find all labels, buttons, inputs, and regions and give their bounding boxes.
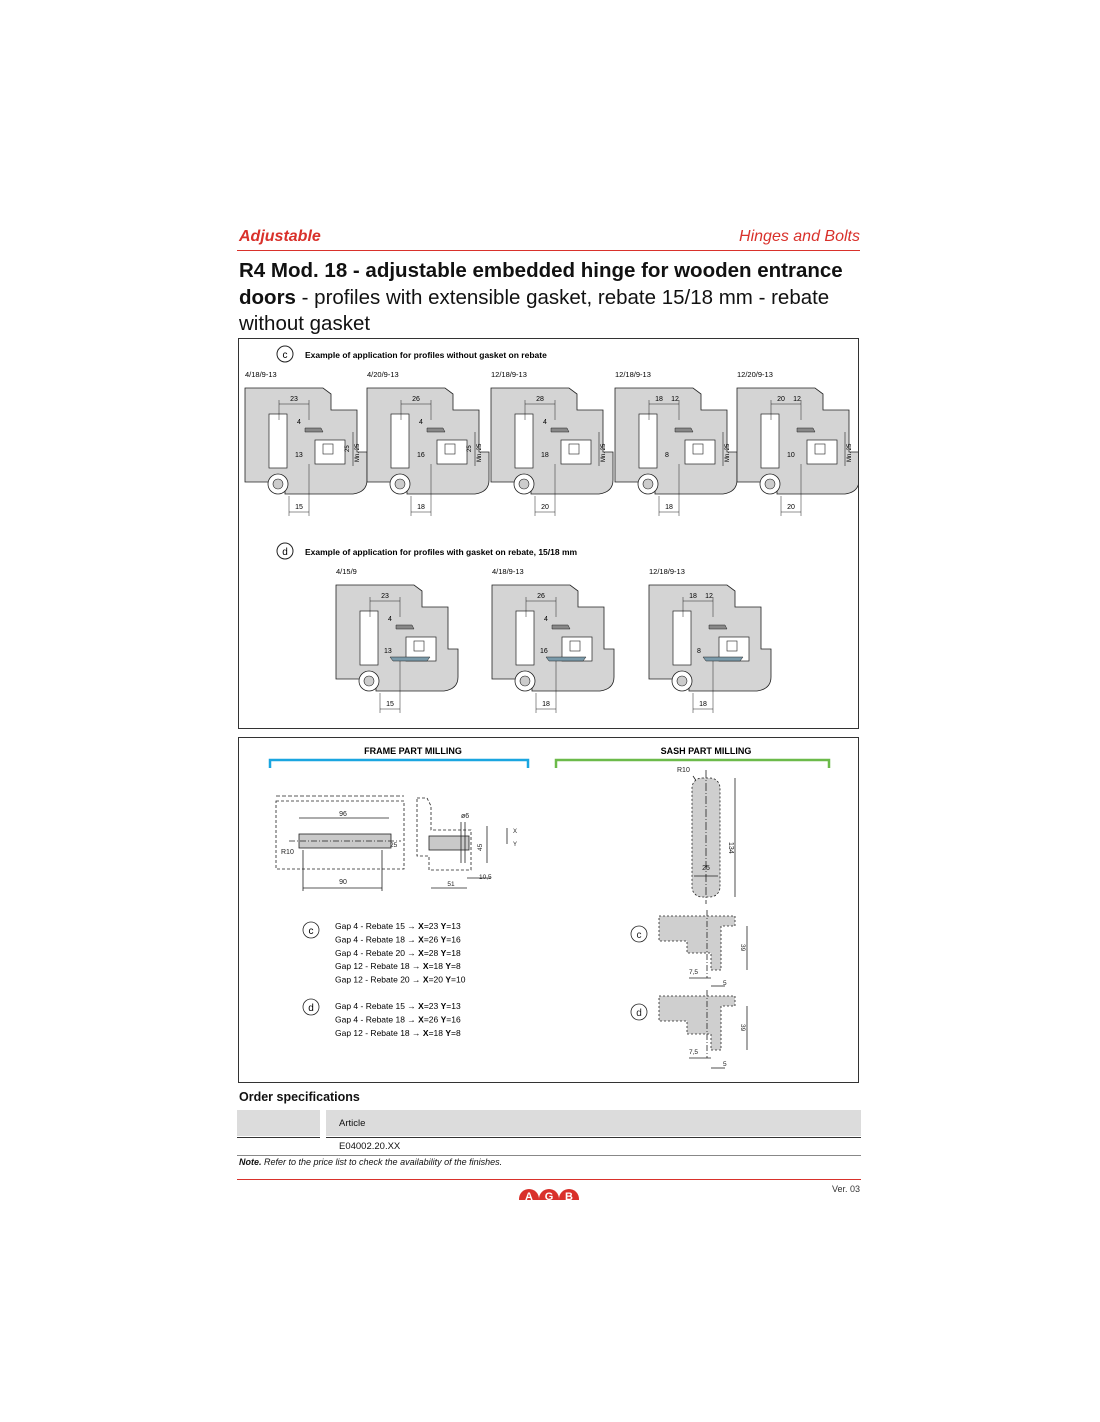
detail-c-39: 39 — [739, 944, 746, 952]
dim-gap: 4 — [297, 419, 301, 426]
dim-gap: 4 — [388, 616, 392, 623]
hinge-body — [761, 414, 779, 468]
dim-mn: Mn. 25 — [355, 443, 361, 462]
detail-d-marker: d — [636, 1008, 642, 1019]
agb-logo — [519, 1183, 579, 1200]
page-title — [239, 258, 879, 338]
frame-dim-96: 96 — [339, 811, 347, 818]
dim-gap: 4 — [544, 616, 548, 623]
list-c-marker: c — [308, 926, 314, 937]
marker-c: c — [282, 350, 288, 361]
sash-milling-title: SASH PART MILLING — [660, 746, 752, 756]
dim-top: 26 — [537, 593, 545, 600]
table-rule-left — [237, 1137, 320, 1138]
note-label: Note. — [239, 1157, 262, 1167]
table-rule-right — [326, 1137, 861, 1138]
dim-y: 16 — [540, 648, 548, 655]
svg-text:A: A — [525, 1191, 533, 1200]
list-d-marker: d — [308, 1003, 314, 1014]
dim-bottom: 15 — [386, 701, 394, 708]
gasket — [703, 657, 743, 661]
list-d-group — [303, 999, 461, 1038]
milling-drawings — [239, 738, 858, 1082]
profile-label: 4/18/9-13 — [245, 370, 277, 379]
frame-dim-r10: R10 — [281, 849, 294, 856]
hinge-body — [269, 414, 287, 468]
gap-list-item: Gap 12 - Rebate 20 → X=20 Y=10 — [335, 974, 466, 985]
profile-label: 12/20/9-13 — [737, 370, 773, 379]
dim-y: 16 — [417, 452, 425, 459]
gap-list-item: Gap 4 - Rebate 18 → X=26 Y=16 — [335, 934, 461, 945]
dim-top-b: 12 — [793, 396, 801, 403]
dim-top-b: 12 — [705, 593, 713, 600]
sash-detail-d — [631, 990, 747, 1068]
frame-dim-phi6: ø6 — [461, 813, 470, 820]
frame-section — [417, 798, 471, 870]
dim-bottom: 20 — [541, 504, 549, 511]
gap-list-item: Gap 4 - Rebate 15 → X=23 Y=13 — [335, 921, 461, 931]
dim-mn: Mn. 25 — [477, 443, 483, 462]
sash-detail-c — [631, 910, 747, 987]
dim-side: 25 — [345, 445, 351, 452]
table-rule-bottom — [237, 1155, 861, 1156]
table-header-left — [237, 1110, 320, 1136]
caption-c: Example of application for profiles without gasket on rebate — [305, 350, 547, 360]
dim-y: 18 — [541, 452, 549, 459]
gasket — [546, 657, 586, 661]
frame-milling-drawing — [276, 796, 517, 891]
hinge-profile — [649, 567, 771, 713]
hinge-body — [516, 611, 534, 665]
gap-list-item: Gap 4 - Rebate 15 → X=23 Y=13 — [335, 1001, 461, 1011]
frame-bracket — [270, 760, 528, 768]
detail-d-5: 5 — [723, 1061, 727, 1068]
detail-c-5: 5 — [723, 980, 727, 987]
caption-d: Example of application for profiles with gasket on rebate, 15/18 mm — [305, 547, 578, 557]
application-examples-panel — [238, 338, 859, 729]
dim-mn: Mn. 25 — [847, 443, 853, 462]
hinge-profile — [367, 370, 489, 516]
profile-label: 12/18/9-13 — [615, 370, 651, 379]
profile-label: 4/15/9 — [336, 567, 357, 576]
hinge-profile — [491, 370, 613, 516]
frame-dim-x: X — [513, 829, 518, 835]
note-text: Refer to the price list to check the availability of the finishes. — [261, 1157, 503, 1167]
table-header-right — [326, 1110, 861, 1136]
frame-dim-10-5: 10,5 — [479, 874, 492, 881]
dim-top-a: 20 — [777, 396, 785, 403]
hinge-body — [391, 414, 409, 468]
sash-dim-r10: R10 — [677, 767, 690, 774]
dim-top: 26 — [412, 396, 420, 403]
dim-mn: Mn. 25 — [725, 443, 731, 462]
svg-text:G: G — [544, 1191, 554, 1200]
dim-y: 8 — [665, 452, 669, 459]
frame-dim-25: 25 — [390, 842, 398, 849]
section-label: Hinges and Bolts — [739, 228, 860, 245]
dim-top-a: 18 — [655, 396, 663, 403]
order-spec-title: Order specifications — [239, 1090, 360, 1104]
dim-bottom: 20 — [787, 504, 795, 511]
detail-d-7-5: 7,5 — [689, 1049, 699, 1056]
sash-milling-drawing — [677, 767, 735, 904]
sash-dim-25: 25 — [702, 865, 710, 872]
dim-bottom: 18 — [417, 504, 425, 511]
article-code: E04002.20.XX — [339, 1141, 401, 1152]
dim-side: 25 — [467, 445, 473, 452]
dim-top: 23 — [290, 396, 298, 403]
frame-dim-51: 51 — [447, 881, 455, 888]
hinge-body — [673, 611, 691, 665]
dim-bottom: 18 — [542, 701, 550, 708]
hinge-body — [639, 414, 657, 468]
frame-dim-45: 45 — [477, 843, 484, 851]
hinge-profile — [245, 370, 367, 516]
dim-y: 13 — [295, 452, 303, 459]
gasket — [390, 657, 430, 661]
dim-y: 10 — [787, 452, 795, 459]
hinge-body — [360, 611, 378, 665]
dim-y: 13 — [384, 648, 392, 655]
finish-note — [239, 1157, 502, 1167]
dim-bottom: 18 — [699, 701, 707, 708]
section-d-header — [277, 543, 578, 559]
agb-logo-graphic — [519, 1183, 579, 1200]
sash-bracket — [556, 760, 829, 768]
category-label: Adjustable — [239, 228, 321, 245]
milling-panel — [238, 737, 859, 1083]
gap-list-item: Gap 4 - Rebate 18 → X=26 Y=16 — [335, 1014, 461, 1025]
frame-dim-90: 90 — [339, 879, 347, 886]
hinge-profile — [492, 567, 614, 713]
dim-bottom: 15 — [295, 504, 303, 511]
dim-bottom: 18 — [665, 504, 673, 511]
gap-list-item: Gap 12 - Rebate 18 → X=18 Y=8 — [335, 1027, 461, 1038]
gap-list-item: Gap 12 - Rebate 18 → X=18 Y=8 — [335, 961, 461, 972]
frame-milling-title: FRAME PART MILLING — [364, 746, 462, 756]
gap-list-d — [335, 1001, 461, 1038]
svg-text:B: B — [565, 1191, 573, 1200]
dim-mn: Mn. 25 — [601, 443, 607, 462]
row-c-profiles — [245, 370, 858, 516]
hinge-body — [515, 414, 533, 468]
hinge-profile — [336, 567, 458, 713]
detail-d-39: 39 — [739, 1024, 746, 1032]
marker-d: d — [282, 547, 288, 558]
frame-dim-y: Y — [513, 842, 518, 848]
header-rule — [237, 250, 860, 251]
sash-dim-134: 134 — [727, 842, 734, 854]
profile-label: 4/20/9-13 — [367, 370, 399, 379]
row-d-profiles — [336, 567, 771, 713]
dim-top: 28 — [536, 396, 544, 403]
dim-y: 8 — [697, 648, 701, 655]
dim-gap: 4 — [419, 419, 423, 426]
profile-label: 12/18/9-13 — [649, 567, 685, 576]
version-label: Ver. 03 — [831, 1184, 860, 1194]
detail-c-7-5: 7,5 — [689, 969, 699, 976]
dim-top-a: 18 — [689, 593, 697, 600]
dim-top-b: 12 — [671, 396, 679, 403]
detail-c-marker: c — [636, 930, 642, 941]
gap-list-item: Gap 4 - Rebate 20 → X=28 Y=18 — [335, 947, 461, 958]
dim-gap: 4 — [543, 419, 547, 426]
hinge-profile — [615, 370, 737, 516]
profile-label: 12/18/9-13 — [491, 370, 527, 379]
footer-rule — [237, 1179, 861, 1180]
profile-label: 4/18/9-13 — [492, 567, 524, 576]
title-bold: R4 Mod. 18 - adjustable embedded hinge for wooden entrance doors — [239, 259, 843, 309]
gap-list-c — [335, 921, 466, 985]
application-drawings — [239, 339, 858, 728]
section-c-header — [277, 346, 547, 362]
hinge-profile — [737, 370, 858, 516]
frame-section-pocket — [429, 836, 469, 850]
list-c-group — [303, 921, 466, 985]
dim-top: 23 — [381, 593, 389, 600]
title-normal: - profiles with extensible gasket, rebate 15/18 mm - rebate without gasket — [239, 285, 830, 335]
article-column-header: Article — [339, 1118, 366, 1129]
